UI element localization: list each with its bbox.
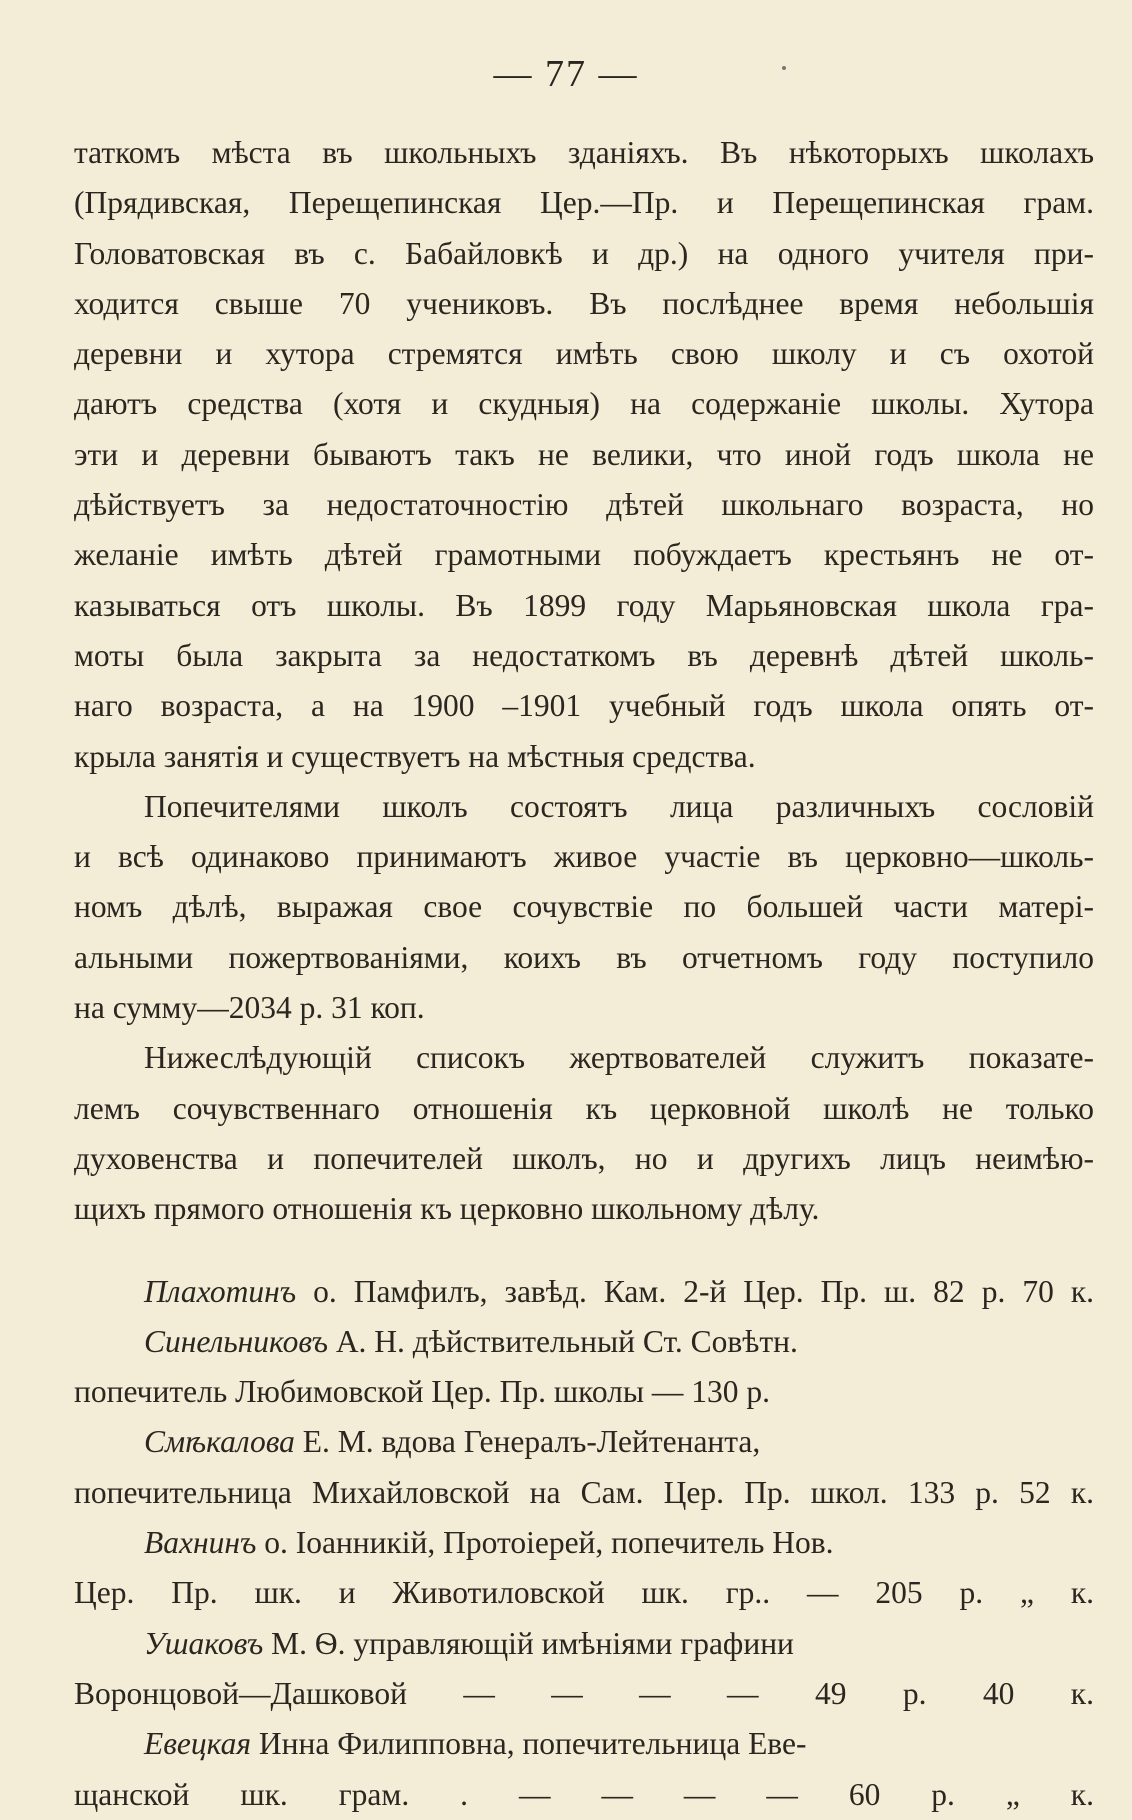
donor-details: о. Іоанникій, Протоіерей, попечитель Нов. xyxy=(264,1525,834,1561)
text-line: Головатовская въ с. Бабайловкѣ и др.) на одного учителя при- xyxy=(74,235,1094,271)
donor-entry xyxy=(74,1267,1094,1317)
text-line: лемъ сочувственнаго отношенія къ церковной школѣ не только xyxy=(74,1090,1094,1126)
text-line: дѣйствуетъ за недостаточностію дѣтей школьнаго возраста, но xyxy=(74,487,1094,523)
donor-name: Ушаковъ xyxy=(144,1625,264,1661)
body-text xyxy=(74,128,1094,1820)
text-line: Нижеслѣдующій списокъ жертвователей служитъ показате- xyxy=(144,1040,1094,1076)
text-line: щихъ прямого отношенія къ церковно школьному дѣлу. xyxy=(74,1191,820,1227)
text-line: казываться отъ школы. Въ 1899 году Марьяновская школа гра- xyxy=(74,587,1094,623)
donor-entry xyxy=(74,1619,1094,1669)
donor-details: Е. М. вдова Генералъ-Лейтенанта, xyxy=(302,1424,761,1460)
text-line: даютъ средства (хотя и скудныя) на содержаніе школы. Хутора xyxy=(74,386,1094,422)
donor-continuation: Воронцовой—Дашковой — — — — 49 р. 40 к. xyxy=(74,1675,1094,1711)
paragraph-3 xyxy=(74,1033,1094,1234)
text-line: эти и деревни бываютъ такъ не велики, что иной годъ школа не xyxy=(74,436,1094,472)
donor-name: Плахотинъ xyxy=(144,1273,297,1309)
donor-name: Синельниковъ xyxy=(144,1323,328,1359)
text-line: (Прядивская, Перещепинская Цер.—Пр. и Перещепинская грам. xyxy=(74,185,1094,221)
text-line: альными пожертвованіями, коихъ въ отчетномъ году поступило xyxy=(74,939,1094,975)
donor-entry xyxy=(74,1317,1094,1367)
donor-name: Евецкая xyxy=(144,1726,251,1762)
text-line: таткомъ мѣста въ школьныхъ зданіяхъ. Въ нѣкоторыхъ школахъ xyxy=(74,135,1094,170)
donor-entry xyxy=(74,1518,1094,1568)
text-line: Попечителями школъ состоятъ лица различныхъ сословій xyxy=(144,788,1094,824)
donor-details: о. Памфилъ, завѣд. Кам. 2-й Цер. Пр. ш. 82 р. 70 к. xyxy=(313,1273,1094,1309)
donor-details: А. Н. дѣйствительный Ст. Совѣтн. xyxy=(335,1323,798,1359)
paragraph-2 xyxy=(74,782,1094,1033)
text-line: и всѣ одинаково принимаютъ живое участіе въ церковно—школь- xyxy=(74,839,1094,875)
donor-name: Вахнинъ xyxy=(144,1525,257,1561)
donor-details: Инна Филипповна, попечительница Еве- xyxy=(258,1726,807,1762)
text-line: наго возраста, а на 1900 –1901 учебный годъ школа опять от- xyxy=(74,688,1094,724)
donor-continuation: попечительница Михайловской на Сам. Цер. Пр. школ. 133 р. 52 к. xyxy=(74,1474,1094,1510)
text-line: на сумму—2034 р. 31 коп. xyxy=(74,990,425,1026)
donor-continuation: попечитель Любимовской Цер. Пр. школы — 130 р. xyxy=(74,1374,771,1410)
text-line: ходится свыше 70 учениковъ. Въ послѣднее время небольшія xyxy=(74,285,1094,321)
donor-details: М. Ѳ. управляющій имѣніями графини xyxy=(271,1625,794,1661)
text-line: номъ дѣлѣ, выражая свое сочувствіе по большей части матері- xyxy=(74,889,1094,925)
donor-continuation: щанской шк. грам. . — — — — 60 р. „ к. xyxy=(74,1776,1094,1812)
text-line: крыла занятія и существуетъ на мѣстныя средства. xyxy=(74,738,756,774)
donor-entry xyxy=(74,1417,1094,1467)
donor-name: Смѣкалова xyxy=(144,1424,295,1460)
donor-list xyxy=(74,1267,1094,1820)
paragraph-1 xyxy=(74,128,1094,782)
donor-continuation: Цер. Пр. шк. и Животиловской шк. гр.. — 205 р. „ к. xyxy=(74,1575,1094,1611)
text-line: желаніе имѣть дѣтей грамотными побуждаетъ крестьянъ не от- xyxy=(74,537,1094,573)
donor-entry xyxy=(74,1719,1094,1769)
text-line: духовенства и попечителей школъ, но и другихъ лицъ неимѣю- xyxy=(74,1140,1094,1176)
text-line: моты была закрыта за недостаткомъ въ деревнѣ дѣтей школь- xyxy=(74,637,1094,673)
page-number: — 77 — xyxy=(493,53,639,95)
text-line: деревни и хутора стремятся имѣть свою школу и съ охотой xyxy=(74,336,1094,372)
